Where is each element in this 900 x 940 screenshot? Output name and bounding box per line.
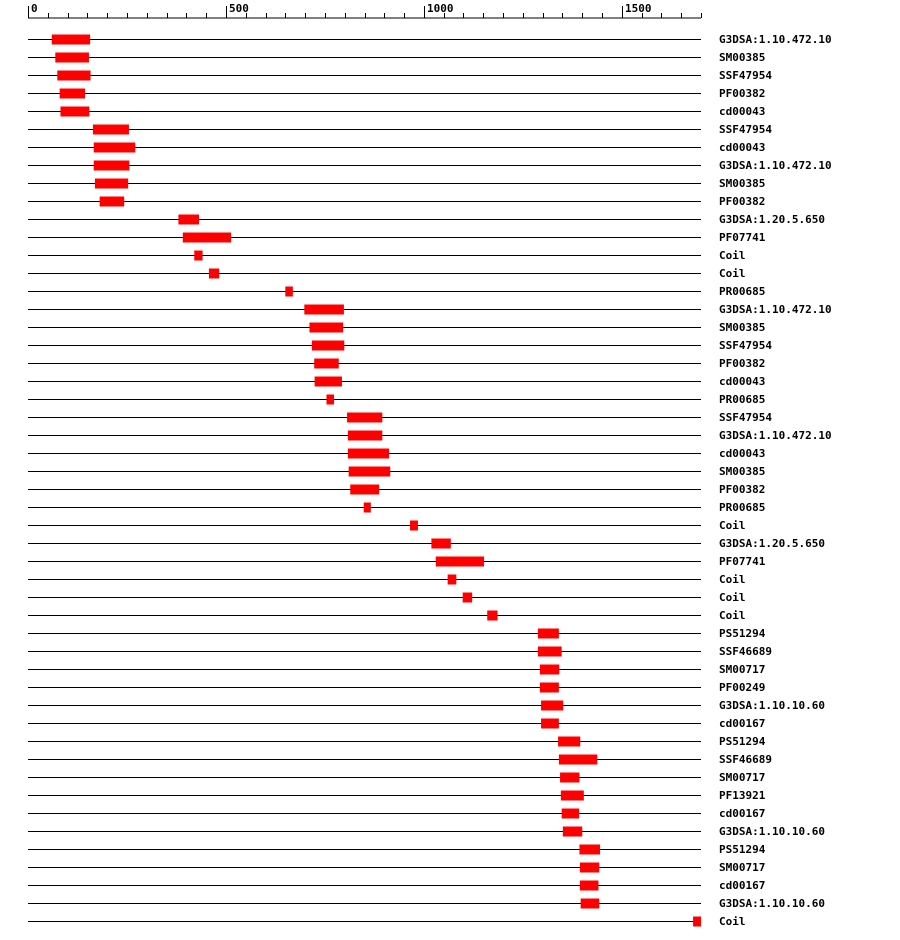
row-label: SM00717 (719, 771, 766, 784)
domain-row (28, 123, 772, 136)
row-label: SM00385 (719, 51, 766, 64)
domain-bar (431, 539, 450, 549)
row-label: cd00043 (719, 447, 766, 460)
domain-bar (314, 359, 339, 369)
row-label: G3DSA:1.20.5.650 (719, 213, 825, 226)
domain-bar (463, 593, 473, 603)
domain-bar (563, 827, 582, 837)
domain-row (28, 897, 825, 910)
domain-bar (487, 611, 497, 621)
row-label: PS51294 (719, 627, 766, 640)
domain-bar (541, 719, 559, 729)
domain-bar (57, 71, 90, 81)
row-label: G3DSA:1.10.10.60 (719, 699, 825, 712)
domain-bar (55, 53, 89, 63)
domain-row (28, 771, 765, 784)
domain-bar (579, 845, 600, 855)
domain-row (28, 843, 766, 856)
domain-bar (436, 557, 484, 567)
domain-bar (541, 701, 563, 711)
domain-row (28, 609, 746, 622)
domain-bar (309, 323, 343, 333)
row-label: G3DSA:1.10.472.10 (719, 429, 832, 442)
row-label: PF07741 (719, 231, 766, 244)
domain-bar (540, 665, 559, 675)
domain-row (28, 501, 765, 514)
domain-bar (348, 431, 382, 441)
domain-row (28, 861, 765, 874)
row-label: PR00685 (719, 393, 766, 406)
row-label: PF13921 (719, 789, 766, 802)
row-label: Coil (719, 519, 746, 532)
domain-bar (580, 863, 599, 873)
row-label: SSF47954 (719, 411, 772, 424)
domain-bar (183, 233, 231, 243)
domain-row (28, 663, 765, 676)
domain-bar (364, 503, 371, 513)
domain-bar (540, 683, 559, 693)
domain-row (28, 915, 746, 928)
domain-bar (560, 773, 579, 783)
domain-row (28, 105, 765, 118)
row-label: Coil (719, 267, 746, 280)
domain-bar (349, 467, 391, 477)
domain-bar (350, 485, 379, 495)
domain-bar (95, 179, 128, 189)
domain-rows (28, 33, 832, 928)
domain-row (28, 393, 765, 406)
domain-bar (558, 737, 580, 747)
domain-row (28, 195, 765, 208)
row-label: SM00385 (719, 321, 766, 334)
row-label: Coil (719, 249, 746, 262)
domain-row (28, 807, 765, 820)
row-label: G3DSA:1.10.472.10 (719, 159, 832, 172)
domain-bar (347, 413, 382, 423)
domain-row (28, 825, 825, 838)
domain-row (28, 519, 746, 532)
domain-row (28, 411, 772, 424)
row-label: SM00717 (719, 861, 766, 874)
row-label: PF00249 (719, 681, 766, 694)
row-label: cd00167 (719, 717, 766, 730)
row-label: SM00385 (719, 177, 766, 190)
domain-bar (304, 305, 344, 315)
domain-bar (410, 521, 418, 531)
tick-label: 0 (31, 2, 38, 15)
domain-row (28, 177, 765, 190)
domain-row (28, 573, 746, 586)
domain-bar (194, 251, 202, 261)
row-label: G3DSA:1.10.10.60 (719, 825, 825, 838)
row-label: cd00167 (719, 807, 766, 820)
domain-row (28, 789, 766, 802)
domain-row (28, 339, 772, 352)
row-label: PR00685 (719, 501, 766, 514)
domain-bar (209, 269, 219, 279)
domain-row (28, 447, 765, 460)
domain-row (28, 249, 746, 262)
row-label: SSF47954 (719, 123, 772, 136)
domain-row (28, 303, 832, 316)
domain-row (28, 735, 766, 748)
domain-bar (312, 341, 344, 351)
domain-row (28, 231, 766, 244)
domain-row (28, 213, 825, 226)
domain-row (28, 879, 765, 892)
row-label: SSF46689 (719, 645, 772, 658)
row-label: SM00717 (719, 663, 766, 676)
row-label: cd00043 (719, 375, 766, 388)
domain-bar (60, 107, 89, 117)
row-label: SSF46689 (719, 753, 772, 766)
domain-bar (348, 449, 389, 459)
domain-bar (581, 899, 600, 909)
domain-row (28, 141, 765, 154)
domain-bar (93, 125, 129, 135)
row-label: Coil (719, 591, 746, 604)
domain-bar (178, 215, 199, 225)
domain-bar (580, 881, 599, 891)
domain-bar (538, 629, 559, 639)
row-label: Coil (719, 609, 746, 622)
row-label: G3DSA:1.10.10.60 (719, 897, 825, 910)
domain-row (28, 537, 825, 550)
domain-row (28, 681, 765, 694)
domain-row (28, 645, 772, 658)
row-label: SSF47954 (719, 69, 772, 82)
row-label: SSF47954 (719, 339, 772, 352)
row-label: PF00382 (719, 483, 766, 496)
tick-label: 1000 (427, 2, 454, 15)
domain-row (28, 69, 772, 82)
row-label: G3DSA:1.10.472.10 (719, 33, 832, 46)
domain-bar (562, 809, 579, 819)
domain-bar (538, 647, 562, 657)
domain-row (28, 717, 765, 730)
domain-bar (94, 161, 130, 171)
domain-bar (448, 575, 457, 585)
row-label: G3DSA:1.10.472.10 (719, 303, 832, 316)
domain-bar (100, 197, 125, 207)
row-label: PF00382 (719, 87, 766, 100)
row-label: PF07741 (719, 555, 766, 568)
tick-label: 1500 (625, 2, 652, 15)
domain-bar (52, 35, 90, 45)
domain-row (28, 159, 832, 172)
row-label: cd00043 (719, 105, 766, 118)
domain-bar (315, 377, 342, 387)
domain-row (28, 357, 765, 370)
domain-row (28, 33, 832, 46)
x-axis (28, 2, 702, 18)
row-label: SM00385 (719, 465, 766, 478)
row-label: PR00685 (719, 285, 766, 298)
domain-row (28, 321, 765, 334)
domain-row (28, 555, 766, 568)
domain-row (28, 267, 746, 280)
row-label: Coil (719, 573, 746, 586)
domain-row (28, 87, 765, 100)
domain-row (28, 699, 825, 712)
domain-row (28, 51, 765, 64)
domain-row (28, 375, 765, 388)
domain-bar (326, 395, 334, 405)
domain-bar (60, 89, 85, 99)
row-label: PS51294 (719, 735, 766, 748)
domain-bar (693, 917, 701, 927)
domain-bar (94, 143, 136, 153)
row-label: cd00167 (719, 879, 766, 892)
domain-row (28, 753, 772, 766)
row-label: cd00043 (719, 141, 766, 154)
domain-row (28, 627, 766, 640)
domain-bar (285, 287, 293, 297)
domain-row (28, 465, 765, 478)
row-label: G3DSA:1.20.5.650 (719, 537, 825, 550)
domain-row (28, 483, 765, 496)
row-label: Coil (719, 915, 746, 928)
row-label: PF00382 (719, 357, 766, 370)
domain-row (28, 285, 765, 298)
row-label: PS51294 (719, 843, 766, 856)
tick-label: 500 (229, 2, 249, 15)
domain-bar (559, 755, 597, 765)
domain-row (28, 429, 832, 442)
domain-row (28, 591, 746, 604)
domain-bar (561, 791, 584, 801)
row-label: PF00382 (719, 195, 766, 208)
